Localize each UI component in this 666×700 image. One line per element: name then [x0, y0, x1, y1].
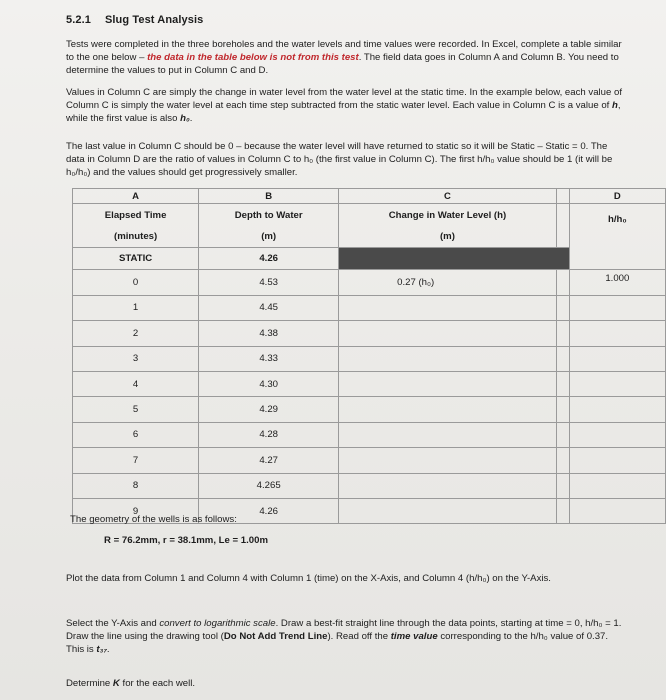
- table-row: [73, 321, 666, 346]
- determine-k: [66, 677, 622, 690]
- intro-paragraph-1: [66, 38, 622, 78]
- cell-elapsed-time: 9: [73, 498, 199, 523]
- header-b-line2: (m): [261, 230, 277, 242]
- cell-spacer: [556, 295, 569, 320]
- p2-end: .: [189, 113, 193, 125]
- table-row: [73, 448, 666, 473]
- plot-instructions: Plot the data from Column 1 and Column 4 with Column 1 (time) on the X-Axis, and Column 4 (h/h₀) on the Y-Axis.: [66, 573, 551, 584]
- section-title: Slug Test Analysis: [104, 14, 204, 26]
- cell-depth: 4.30: [199, 371, 339, 396]
- cell-elapsed-time: 8: [73, 473, 199, 498]
- cell-change: [339, 498, 557, 523]
- select-t37: t₃₇: [96, 644, 107, 656]
- p1-text-b: . The field data goes in Column A and Column B. You need to determine the values to put in Column C and D.: [66, 52, 619, 77]
- cell-spacer: [556, 270, 569, 295]
- header-change-in-water-level: [339, 204, 557, 248]
- cell-change: [339, 346, 557, 371]
- header-a-line2: (minutes): [114, 230, 158, 242]
- table-row: [73, 371, 666, 396]
- p2-text-a: Values in Column C are simply the change in water level from the water level at the static time. In the example below, each value of Column C is simply the water level at each time step subtracted from the static water level. Each value in Column C is a value of: [66, 87, 623, 112]
- cell-depth: 4.28: [199, 422, 339, 447]
- cell-spacer: [556, 473, 569, 498]
- cell-depth: 4.33: [199, 346, 339, 371]
- select-instructions: [66, 617, 622, 657]
- cell-ratio: [569, 498, 665, 523]
- determine-text-a: Determine: [66, 678, 113, 689]
- cell-depth: 4.45: [199, 295, 339, 320]
- example-data-table: [72, 188, 666, 524]
- col-letter-b: B: [199, 189, 339, 204]
- p2-text-b: , while the first value is also: [66, 100, 621, 125]
- cell-spacer: [556, 346, 569, 371]
- cell-elapsed-time: 4: [73, 371, 199, 396]
- cell-ratio: [569, 397, 665, 422]
- cell-elapsed-time: 5: [73, 397, 199, 422]
- cell-elapsed-time: 2: [73, 321, 199, 346]
- cell-change: [339, 371, 557, 396]
- cell-spacer: [556, 321, 569, 346]
- cell-spacer: [556, 371, 569, 396]
- col-letter-spacer: [556, 189, 569, 204]
- p2-h: h: [612, 100, 618, 112]
- cell-ratio: [569, 448, 665, 473]
- determine-text-b: for the each well.: [119, 678, 196, 689]
- header-spacer: [556, 204, 569, 248]
- cell-change: 0.27 (h₀): [339, 270, 557, 295]
- table-row: [73, 397, 666, 422]
- cell-ratio: 1.000: [569, 270, 665, 295]
- cell-elapsed-time: 6: [73, 422, 199, 447]
- cell-change: [339, 473, 557, 498]
- cell-ratio: [569, 371, 665, 396]
- table-row: [73, 270, 666, 295]
- cell-ratio: [569, 422, 665, 447]
- table-row: [73, 473, 666, 498]
- cell-elapsed-time: 1: [73, 295, 199, 320]
- col-letter-d: D: [569, 189, 665, 204]
- p1-red-note: the data in the table below is not from this test: [147, 52, 359, 64]
- header-b-line1: Depth to Water: [234, 209, 303, 221]
- select-end: .: [106, 644, 110, 656]
- p1-text-a: Tests were completed in the three boreholes and the water levels and time values were recorded. In Excel, complete a table similar to the one below –: [66, 39, 622, 64]
- cell-depth: 4.27: [199, 448, 339, 473]
- static-depth: 4.26: [199, 248, 339, 270]
- cell-change: [339, 422, 557, 447]
- select-text-b: . Draw a best-fit straight line through the data points, starting at time = 0, h/h₀ = 1. Draw the line using the drawing tool (: [66, 618, 622, 643]
- table-row: [73, 295, 666, 320]
- header-a-line1: Elapsed Time: [104, 209, 167, 221]
- cell-spacer: [556, 448, 569, 473]
- p2-h0: h₀: [180, 113, 190, 125]
- cell-depth: 4.29: [199, 397, 339, 422]
- cell-elapsed-time: 7: [73, 448, 199, 473]
- cell-ratio: [569, 346, 665, 371]
- select-text-c: ). Read off the: [327, 631, 391, 643]
- cell-ratio: [569, 321, 665, 346]
- select-text-d: corresponding to the h/h₀ value of 0.37. This is: [66, 631, 609, 656]
- cell-depth: 4.38: [199, 321, 339, 346]
- cell-depth: 4.53: [199, 270, 339, 295]
- section-heading: [66, 14, 203, 26]
- select-no-trendline: Do Not Add Trend Line: [223, 631, 328, 643]
- cell-ratio: [569, 295, 665, 320]
- geometry-values: R = 76.2mm, r = 38.1mm, Le = 1.00m: [104, 535, 268, 546]
- col-letter-c: C: [339, 189, 557, 204]
- cell-spacer: [556, 498, 569, 523]
- cell-elapsed-time: 3: [73, 346, 199, 371]
- header-c-line2: (m): [439, 230, 455, 242]
- cell-change: [339, 321, 557, 346]
- static-label: STATIC: [73, 248, 199, 270]
- table-row: [73, 422, 666, 447]
- cell-change: [339, 397, 557, 422]
- cell-depth: 4.265: [199, 473, 339, 498]
- col-letter-a: A: [73, 189, 199, 204]
- select-time-value: time value: [390, 631, 438, 643]
- cell-depth: 4.26: [199, 498, 339, 523]
- cell-ratio: [569, 473, 665, 498]
- cell-spacer: [556, 422, 569, 447]
- geometry-label: The geometry of the wells is as follows:: [70, 514, 237, 525]
- cell-change: [339, 448, 557, 473]
- intro-paragraph-3: The last value in Column C should be 0 – because the water level will have returned to static so it will be Static – Static = 0. The data in Column D are the ratio of values in Column C to h₀ (the first value in Column C). The first h/h₀ value should be 1 (it will be h₀/h₀) and the values should get progressively smaller.: [66, 141, 613, 179]
- header-elapsed-time: [73, 204, 199, 248]
- column-letter-row: [73, 189, 666, 204]
- intro-paragraph-2: [66, 86, 622, 126]
- select-text-a: Select the Y-Axis and: [66, 618, 160, 629]
- header-ratio: h/h₀: [569, 204, 665, 270]
- cell-change: [339, 295, 557, 320]
- cell-elapsed-time: 0: [73, 270, 199, 295]
- header-depth-to-water: [199, 204, 339, 248]
- data-rows: [73, 270, 666, 524]
- static-shaded-cell: [339, 248, 570, 270]
- cell-spacer: [556, 397, 569, 422]
- determine-k-symbol: K: [112, 678, 120, 689]
- select-log-scale: convert to logarithmic scale: [159, 618, 276, 629]
- table-row: [73, 346, 666, 371]
- header-c-line1: Change in Water Level (h): [388, 209, 507, 221]
- header-row: [73, 204, 666, 248]
- section-number: 5.2.1: [66, 14, 91, 26]
